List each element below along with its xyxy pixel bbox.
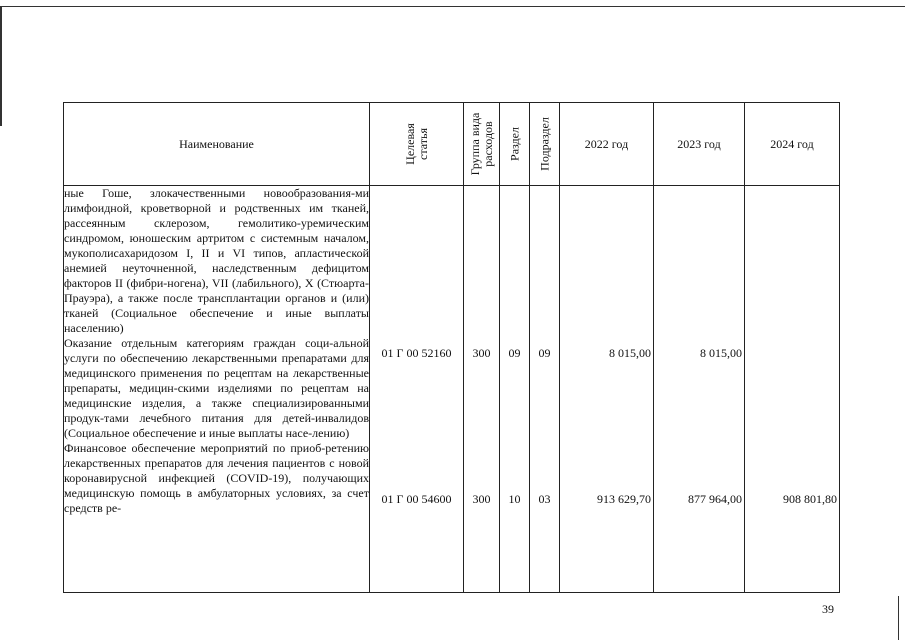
row2-target-article: 01 Г 00 54600 xyxy=(381,492,452,506)
row1-subsection: 09 xyxy=(538,346,551,360)
table-body-row xyxy=(64,186,840,593)
cell-expense-groups xyxy=(464,186,500,593)
cell-2023 xyxy=(654,186,745,593)
header-expense-group-text: Группа вида расходов xyxy=(467,112,495,176)
header-section xyxy=(500,103,530,186)
cell-target-articles xyxy=(370,186,464,593)
cell-2022 xyxy=(560,186,654,593)
row2-2023: 877 964,00 xyxy=(688,492,742,506)
row1-expense-group: 300 xyxy=(472,346,491,360)
header-section-text: Раздел xyxy=(507,127,521,161)
header-year-2022: 2022 год xyxy=(560,103,654,186)
row2-subsection: 03 xyxy=(538,492,551,506)
scan-edge-left xyxy=(0,6,2,126)
table-header-row xyxy=(64,103,840,186)
budget-table xyxy=(63,102,840,593)
cell-2024 xyxy=(745,186,840,593)
header-subsection-text: Подраздел xyxy=(537,117,551,171)
header-name: Наименование xyxy=(64,103,370,186)
row-name-3: Финансовое обеспечение мероприятий по приоб-ретению лекарственных препаратов для лечения пациентов с новой коронавирусной инфекцией (COVID-19), получающих медицинскую помощь в амбулаторных условиях, за счет средств ре- xyxy=(64,441,369,515)
row2-expense-group: 300 xyxy=(472,492,491,506)
header-subsection xyxy=(530,103,560,186)
scan-edge-top xyxy=(0,6,905,7)
header-year-2024: 2024 год xyxy=(745,103,840,186)
header-target-article-text: Целевая статья xyxy=(402,123,430,165)
row2-section: 10 xyxy=(508,492,521,506)
page-number: 39 xyxy=(822,602,834,616)
row2-2024: 908 801,80 xyxy=(783,492,837,506)
cell-names xyxy=(64,186,370,593)
header-year-2023: 2023 год xyxy=(654,103,745,186)
row2-2022: 913 629,70 xyxy=(597,492,651,506)
header-target-article xyxy=(370,103,464,186)
row-name-1: ные Гоше, злокачественными новообразования-ми лимфоидной, кроветворной и родственных им тканей, рассеянным склерозом, гемолитико-уремическим синдромом, юношеским артритом с системным началом, мукополисахаридозом I, II и VI типов, апластической анемией неуточненной, наследственным дефицитом факторов II (фибри-ногена), VII (лабильного), X (Стюарта-Прауэра), а также после трансплантации органов и (или) тканей (Социальное обеспечение и иные выплаты населению) xyxy=(64,186,369,335)
cell-subsections xyxy=(530,186,560,593)
header-expense-group xyxy=(464,103,500,186)
row1-2023: 8 015,00 xyxy=(700,346,742,360)
scan-edge-right xyxy=(898,596,899,640)
cell-sections xyxy=(500,186,530,593)
row-name-2: Оказание отдельным категориям граждан соци-альной услуги по обеспечению лекарственными препаратами для медицинского применения по рецептам на лекарственные препараты, медицин-скими изделиями по рецептам на медицинские изделия, а также специализированными продук-тами лечебного питания для детей-инвалидов (Социальное обеспечение и иные выплаты насе-лению) xyxy=(64,336,369,440)
row1-section: 09 xyxy=(508,346,521,360)
row1-2022: 8 015,00 xyxy=(609,346,651,360)
row1-target-article: 01 Г 00 52160 xyxy=(381,346,452,360)
